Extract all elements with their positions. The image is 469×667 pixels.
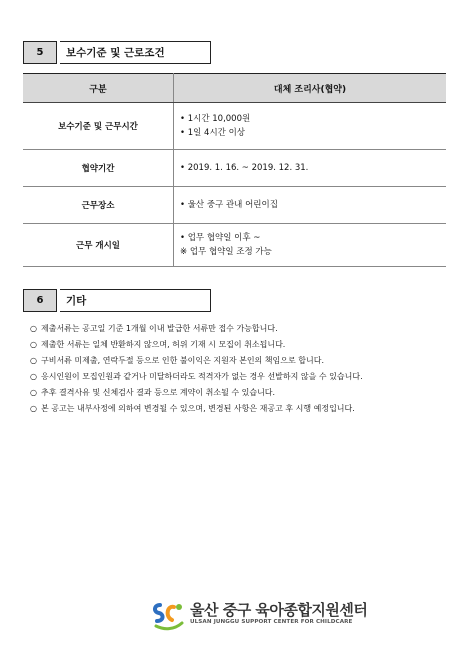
center-logo bbox=[150, 597, 380, 637]
note-text: 본 공고는 내부사정에 의하여 변경될 수 있으며, 변경된 사항은 재공고 후 시행 예정입니다. bbox=[41, 404, 355, 413]
list-item bbox=[30, 337, 450, 353]
notes-list bbox=[30, 321, 450, 417]
section-number: 5 bbox=[23, 41, 57, 64]
center-name-korean: 울산 중구 육아종합지원센터 bbox=[190, 601, 368, 619]
row-value bbox=[174, 224, 447, 267]
center-name-english: ULSAN JUNGGU SUPPORT CENTER FOR CHILDCARE bbox=[190, 619, 353, 625]
circle-bullet-icon: ○ bbox=[30, 388, 37, 397]
circle-bullet-icon: ○ bbox=[30, 324, 37, 333]
row-label: 협약기간 bbox=[23, 150, 174, 187]
row-value bbox=[174, 103, 447, 150]
value-line: • 울산 중구 관내 어린이집 bbox=[180, 200, 278, 210]
section-number: 6 bbox=[23, 289, 57, 312]
section-title: 기타 bbox=[60, 289, 211, 312]
childcare-center-logo-icon bbox=[150, 599, 186, 631]
list-item bbox=[30, 385, 450, 401]
column-header-position: 대체 조리사(협약) bbox=[174, 74, 447, 103]
table-row bbox=[23, 150, 446, 187]
conditions-table bbox=[23, 73, 446, 267]
row-value bbox=[174, 187, 447, 224]
section-title: 보수기준 및 근로조건 bbox=[60, 41, 211, 64]
table-row bbox=[23, 187, 446, 224]
circle-bullet-icon: ○ bbox=[30, 372, 37, 381]
list-item bbox=[30, 353, 450, 369]
value-line: • 1일 4시간 이상 bbox=[180, 128, 245, 138]
row-label: 보수기준 및 근무시간 bbox=[23, 103, 174, 150]
value-line: ※ 업무 협약일 조정 가능 bbox=[180, 247, 272, 257]
note-text: 제출한 서류는 일체 반환하지 않으며, 허위 기재 시 모집이 취소됩니다. bbox=[41, 340, 286, 349]
list-item bbox=[30, 401, 450, 417]
note-text: 제출서류는 공고일 기준 1개월 이내 발급한 서류만 접수 가능합니다. bbox=[41, 324, 278, 333]
section-6-header bbox=[23, 289, 211, 312]
value-line: • 업무 협약일 이후 ~ bbox=[180, 233, 261, 243]
row-label: 근무 개시일 bbox=[23, 224, 174, 267]
circle-bullet-icon: ○ bbox=[30, 404, 37, 413]
table-row bbox=[23, 224, 446, 267]
column-header-category: 구분 bbox=[23, 74, 174, 103]
note-text: 추후 결격사유 및 신체검사 결과 등으로 계약이 취소될 수 있습니다. bbox=[41, 388, 276, 397]
note-text: 응시인원이 모집인원과 같거나 미달하더라도 적격자가 없는 경우 선발하지 않을 수 있습니다. bbox=[41, 372, 363, 381]
list-item bbox=[30, 369, 450, 385]
circle-bullet-icon: ○ bbox=[30, 340, 37, 349]
circle-bullet-icon: ○ bbox=[30, 356, 37, 365]
table-row bbox=[23, 103, 446, 150]
row-label: 근무장소 bbox=[23, 187, 174, 224]
section-5-header bbox=[23, 41, 211, 64]
list-item bbox=[30, 321, 450, 337]
value-line: • 1시간 10,000원 bbox=[180, 114, 251, 124]
value-line: • 2019. 1. 16. ~ 2019. 12. 31. bbox=[180, 163, 309, 173]
row-value bbox=[174, 150, 447, 187]
note-text: 구비서류 미제출, 연락두절 등으로 인한 불이익은 지원자 본인의 책임으로 합니다. bbox=[41, 356, 324, 365]
table-header-row bbox=[23, 74, 446, 103]
